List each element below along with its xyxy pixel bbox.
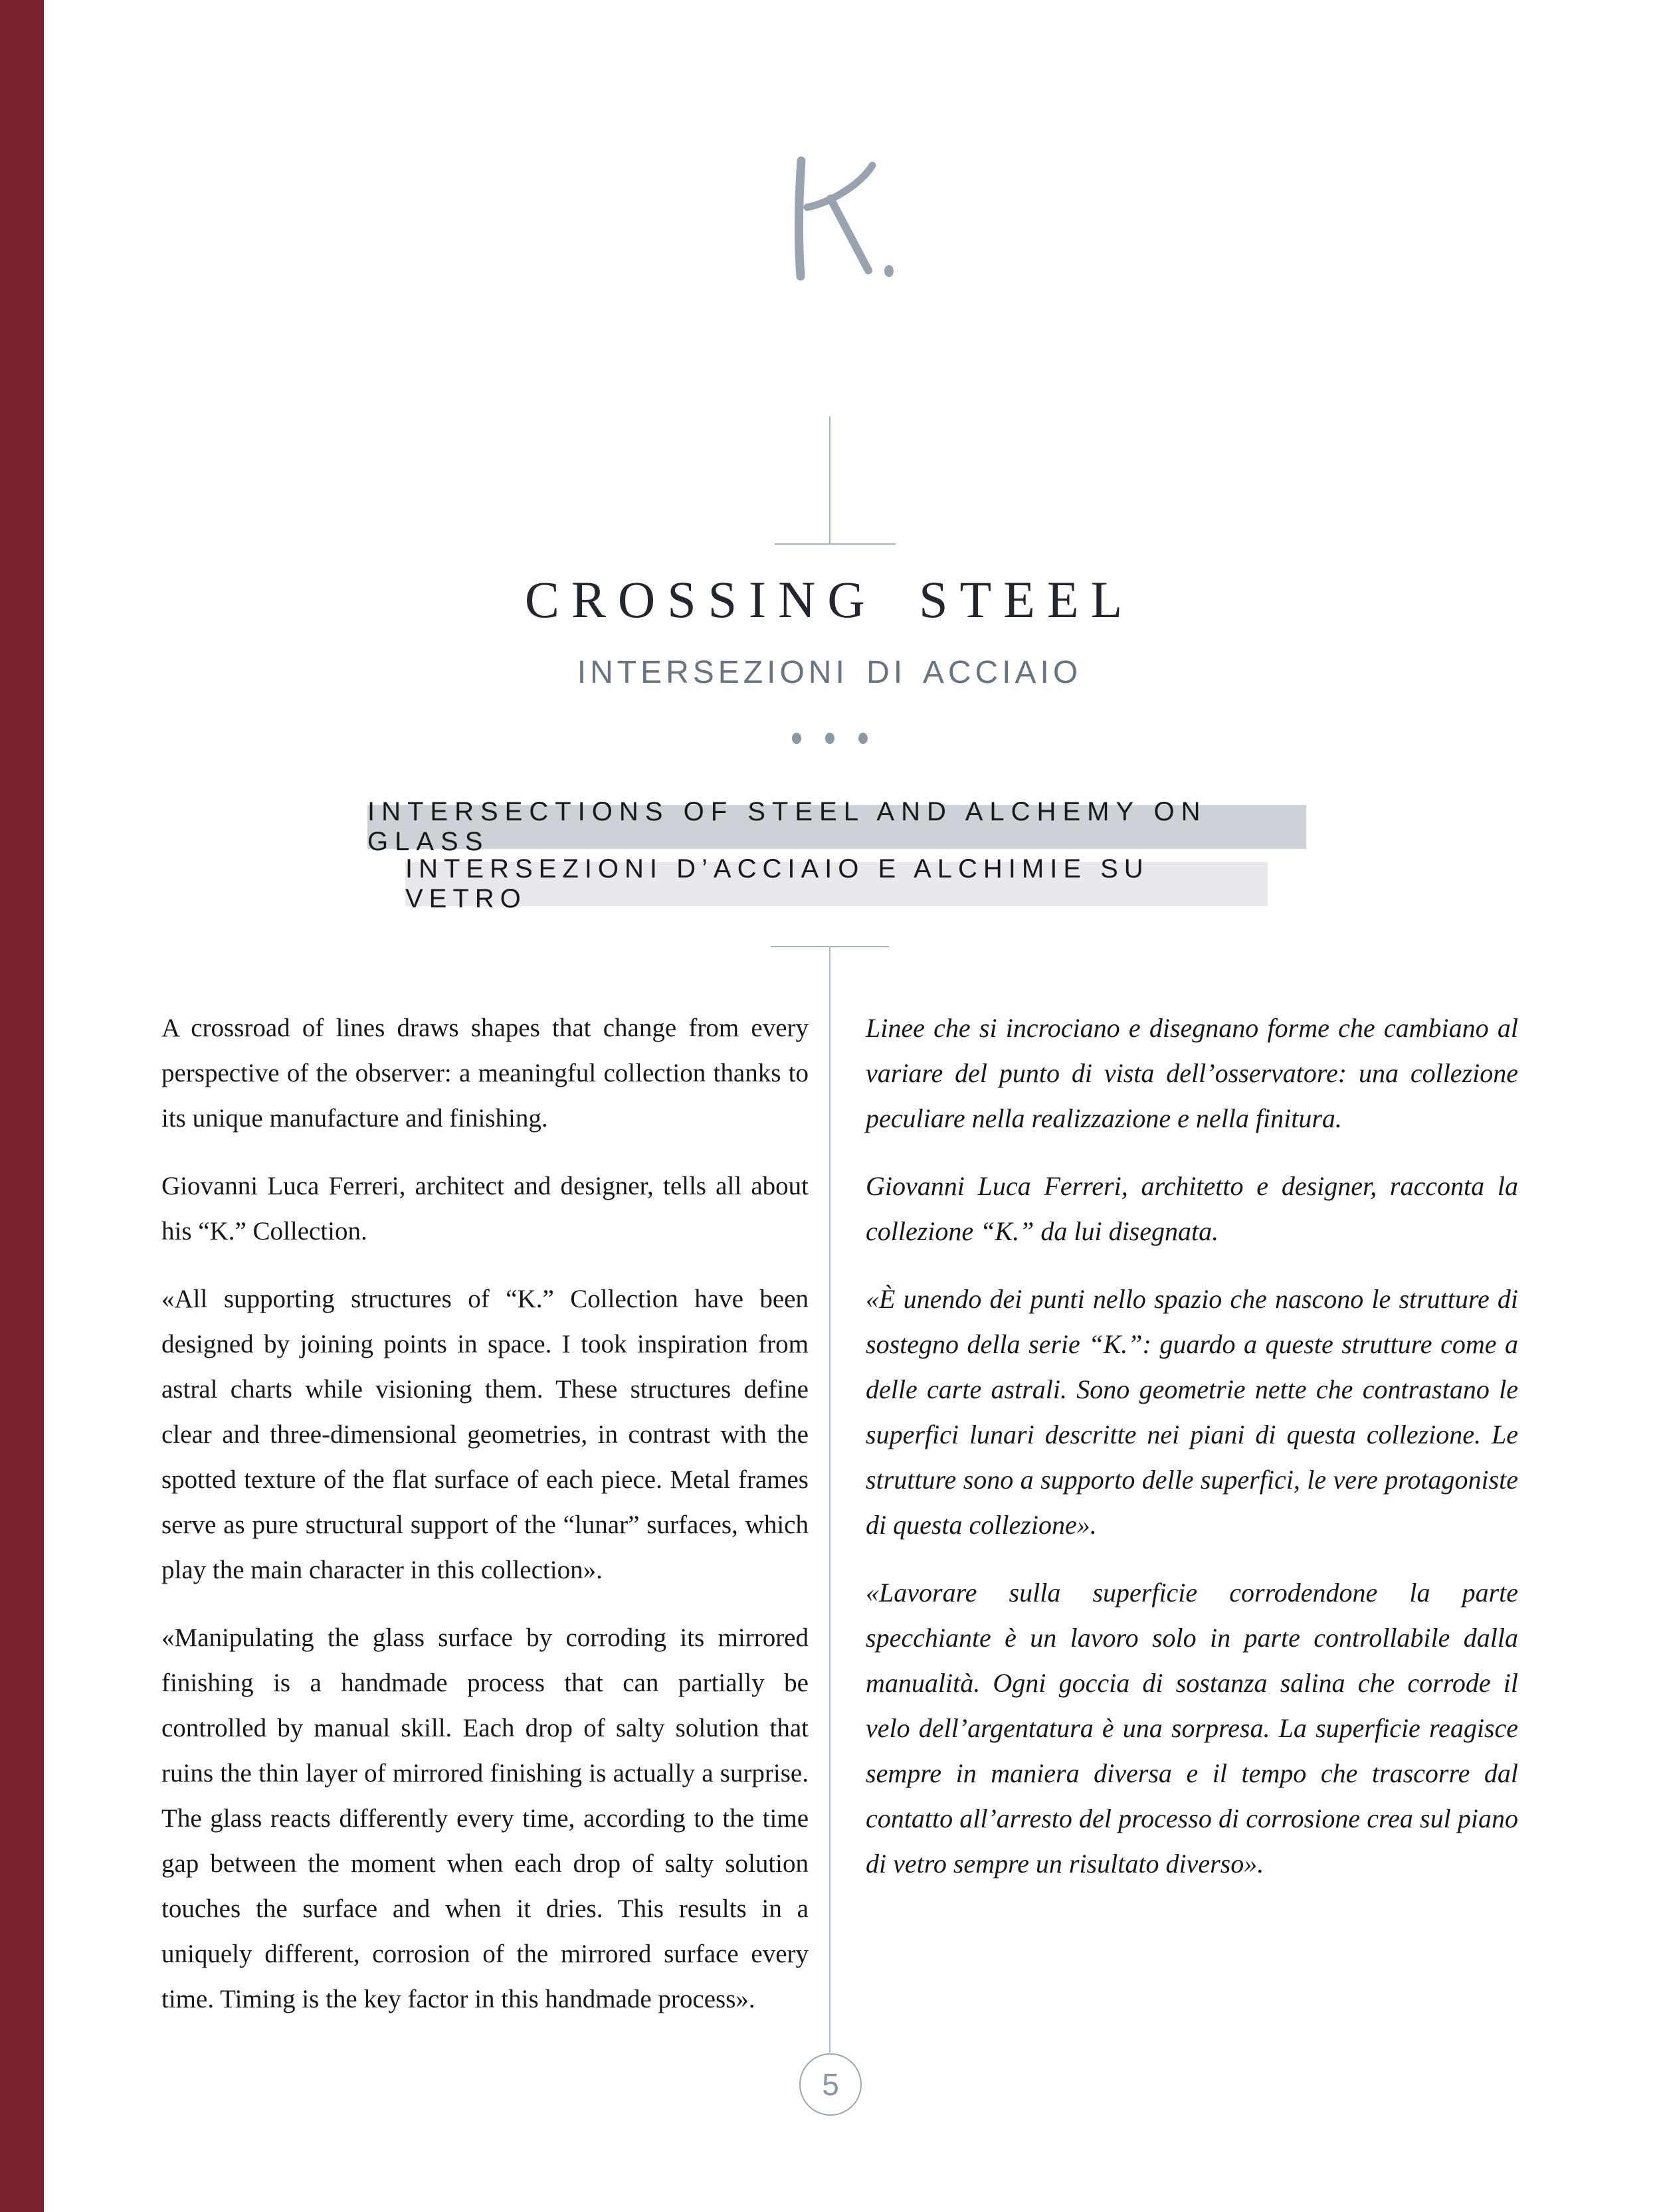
body-paragraph-en: Giovanni Luca Ferreri, architect and designer, tells all about his “K.” Collection.	[161, 1172, 809, 1245]
banner-english	[367, 797, 1306, 856]
banner-italian	[405, 854, 1268, 913]
banner-italian-label: INTERSEZIONI D’ACCIAIO E ALCHIMIE SU VETRO	[405, 854, 1149, 913]
body-paragraph-it: «Lavorare sulla superficie corrodendone la parte specchiante è un lavoro solo in parte controllabile dalla manualità. Ogni goccia di sostanza salina che corrode il velo dell’argentatura è una sorpresa. La superficie reagisce sempre in maniera diversa e il tempo che trascorre dal contatto all’arresto del processo di corrosione crea sul piano di vetro sempre un risultato diverso».	[866, 1578, 1518, 1879]
spine-stripe	[0, 0, 44, 2212]
body-paragraph-en: «All supporting structures of “K.” Collection have been designed by joining points in space. I took inspiration from astral charts while visioning them. These structures define clear and three-dimensional geometries, in contrast with the spotted texture of the flat surface of each piece. Metal frames serve as pure structural support of the “lunar” surfaces, which play the main character in this collection».	[161, 1285, 809, 1584]
body-paragraph-it: Giovanni Luca Ferreri, architetto e designer, racconta la collezione “K.” da lui disegnata.	[866, 1171, 1518, 1246]
dot-icon	[792, 733, 801, 744]
italian-column	[866, 1006, 1518, 1909]
dot-icon	[825, 733, 834, 744]
top-divider-vertical-line	[829, 416, 830, 544]
ellipsis-dots	[0, 733, 1659, 744]
page-number: 5	[822, 2067, 839, 2102]
dot-icon	[858, 733, 868, 744]
column-divider-vertical-line	[829, 946, 830, 2053]
page-subtitle: INTERSEZIONI DI ACCIAIO	[577, 655, 1082, 690]
page-title: CROSSING STEEL	[524, 571, 1135, 628]
english-column	[161, 1006, 809, 2045]
banner-english-label: INTERSECTIONS OF STEEL AND ALCHEMY ON GLASS	[367, 797, 1207, 856]
page-number-badge	[799, 2053, 862, 2116]
body-paragraph-en: A crossroad of lines draws shapes that change from every perspective of the observer: a meaningful collection thanks to its unique manufacture and finishing.	[161, 1014, 809, 1133]
body-paragraph-it: Linee che si incrociano e disegnano forme che cambiano al variare del punto di vista dell’osservatore: una collezione peculiare nella realizzazione e nella finitura.	[866, 1013, 1518, 1133]
top-divider-crossbar	[775, 543, 896, 545]
body-paragraph-it: «È unendo dei punti nello spazio che nascono le strutture di sostegno della serie “K.”: guardo a queste strutture come a delle carte astrali. Sono geometrie nette che contrastano le superfici lunari descritte nei piani di questa collezione. Le strutture sono a supporto delle superfici, le vere protagoniste di questa collezione».	[866, 1284, 1518, 1540]
body-paragraph-en: «Manipulating the glass surface by corroding its mirrored finishing is a handmade process that can partially be controlled by manual skill. Each drop of salty solution that ruins the thin layer of mirrored finishing is actually a surprise. The glass reacts differently every time, according to the time gap between the moment when each drop of salty solution touches the surface and when it dries. This results in a uniquely different, corrosion of the mirrored surface every time. Timing is the key factor in this handmade process».	[161, 1623, 809, 2013]
k-logo-icon	[794, 154, 900, 287]
